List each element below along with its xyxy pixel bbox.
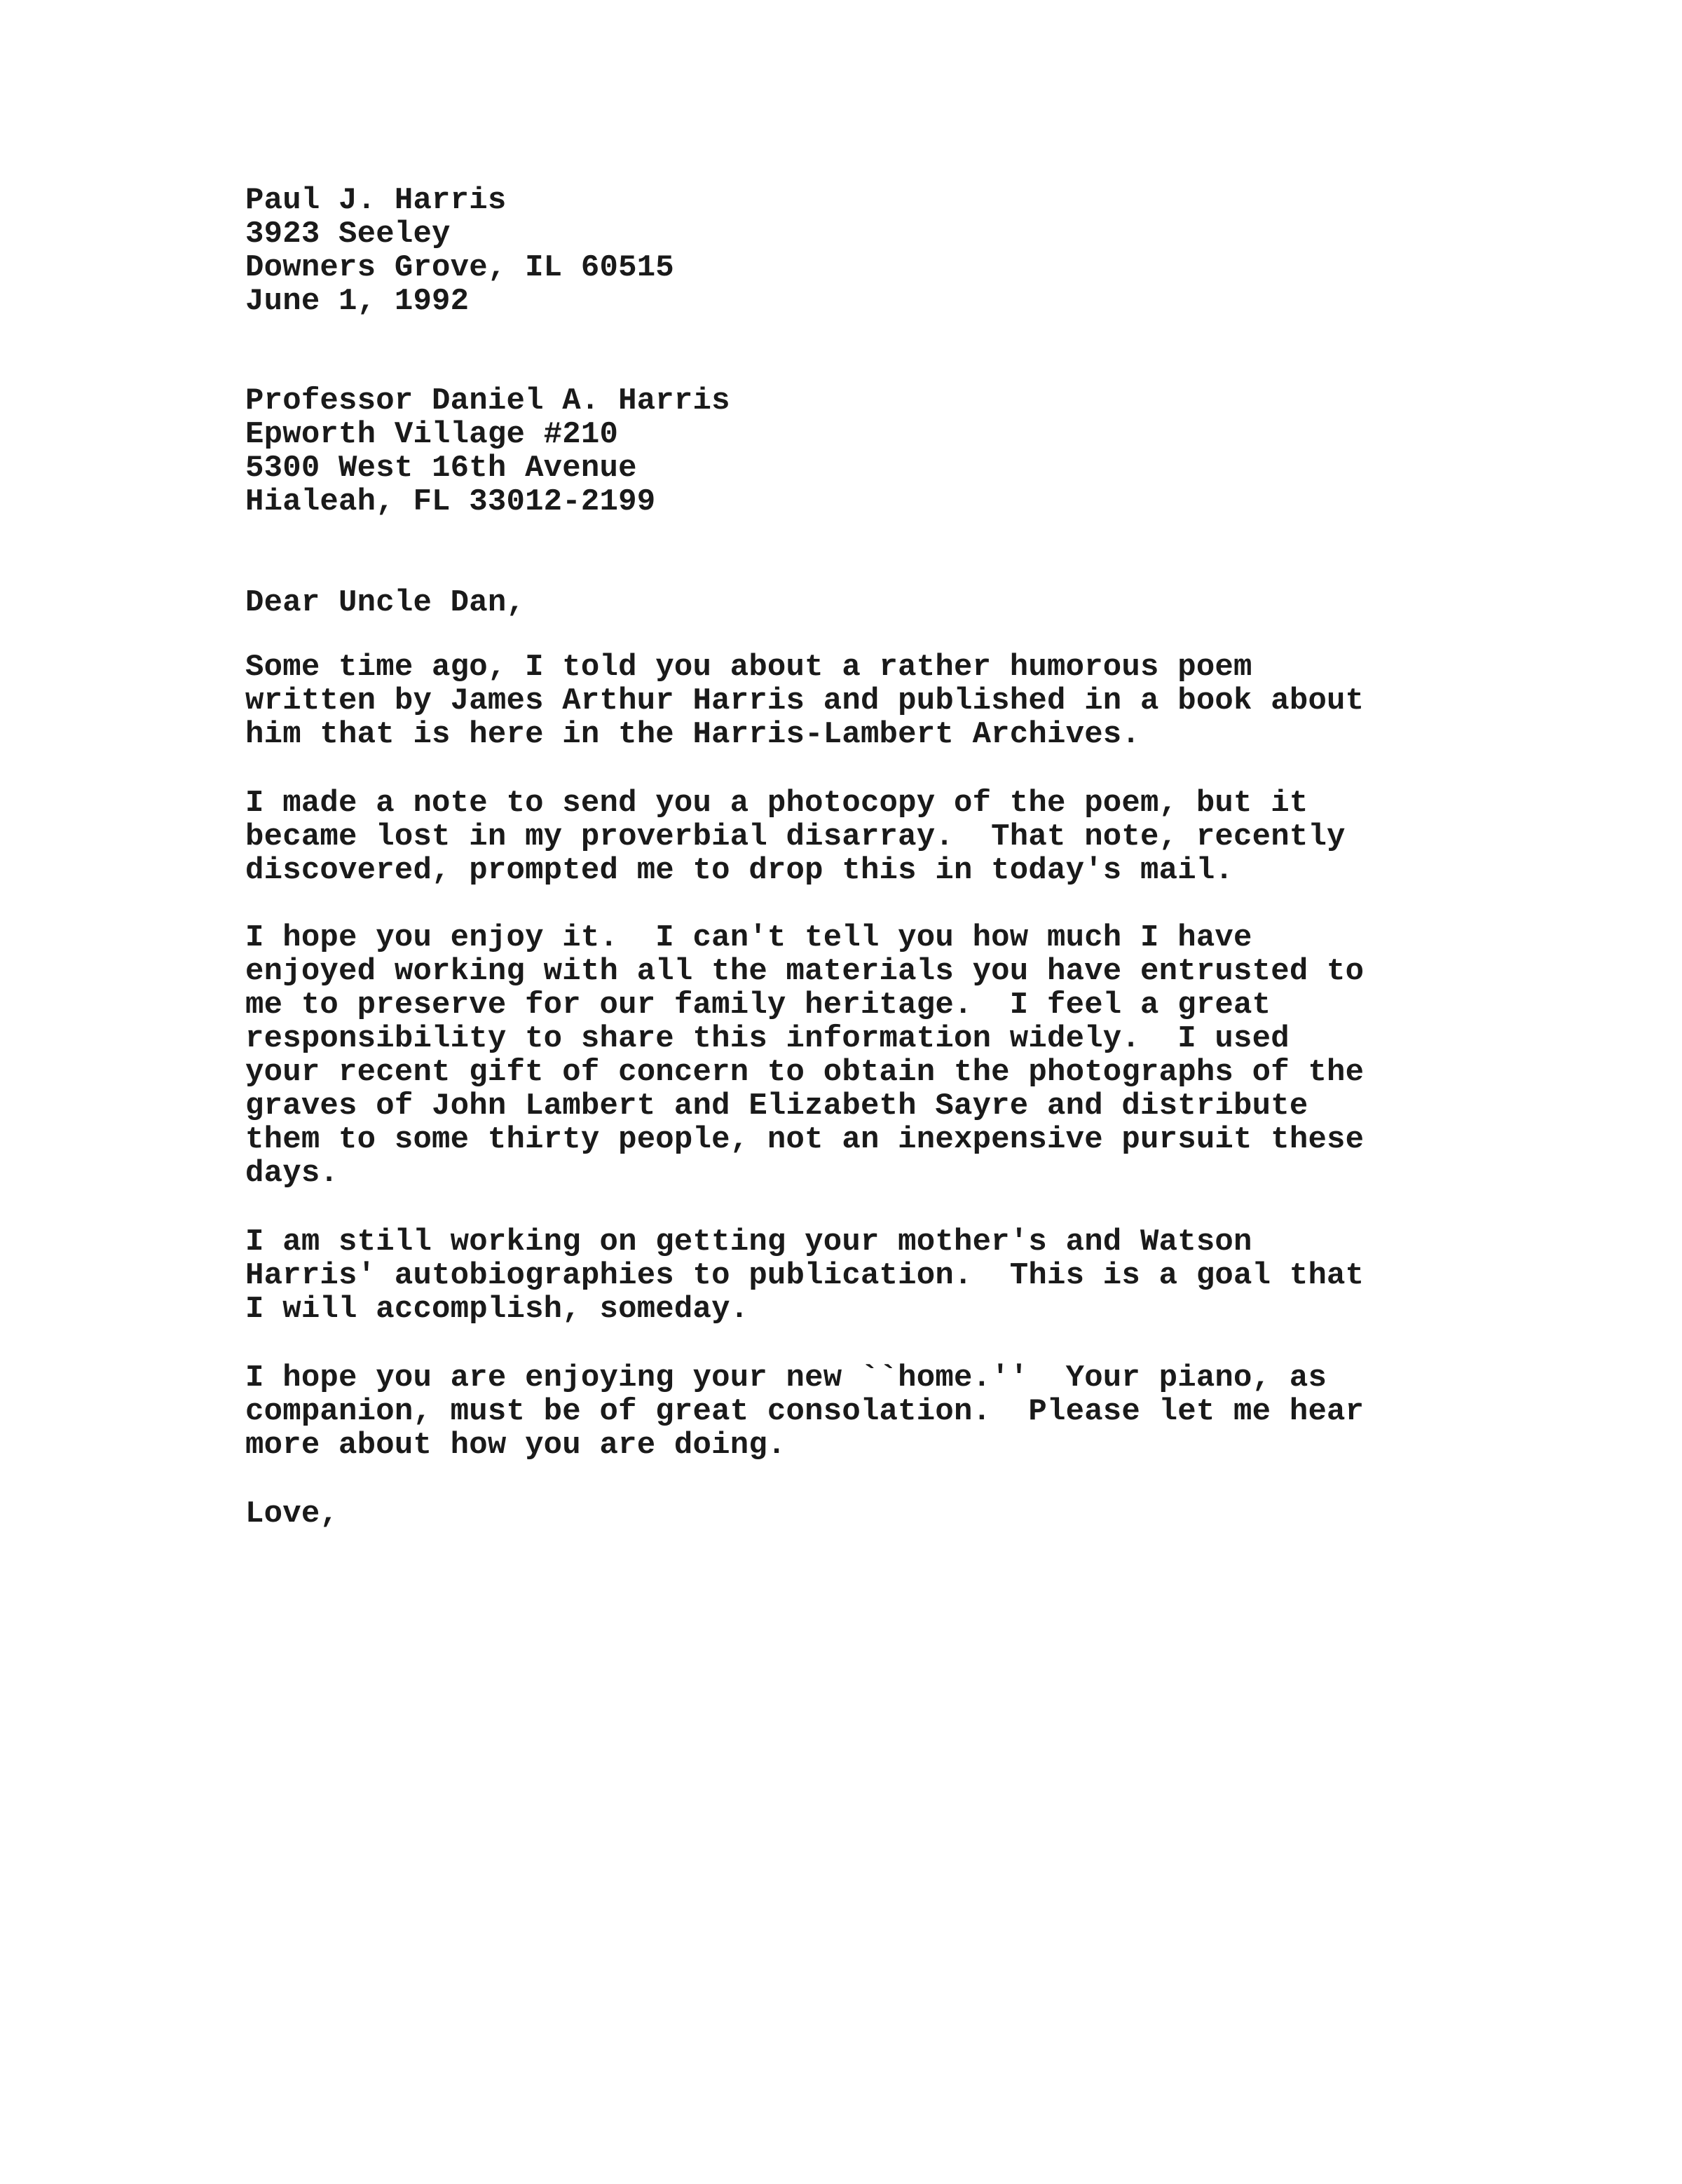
paragraph-line: I will accomplish, someday.	[245, 1292, 749, 1327]
paragraph-line: your recent gift of concern to obtain the photographs of the	[245, 1055, 1365, 1090]
paragraph-5	[245, 1361, 1364, 1462]
recipient-street: 5300 West 16th Avenue	[245, 451, 637, 486]
paragraph-line: Harris' autobiographies to publication. This is a goal that	[245, 1258, 1365, 1293]
paragraph-3	[245, 921, 1364, 1190]
sender-street: 3923 Seeley	[245, 217, 451, 252]
paragraph-line: him that is here in the Harris-Lambert Archives.	[245, 717, 1141, 752]
paragraph-line: days.	[245, 1156, 339, 1191]
closing-text: Love,	[245, 1496, 339, 1531]
paragraph-line: more about how you are doing.	[245, 1428, 786, 1463]
sender-city: Downers Grove, IL 60515	[245, 250, 674, 285]
paragraph-line: discovered, prompted me to drop this in today's mail.	[245, 853, 1234, 888]
paragraph-1	[245, 650, 1364, 751]
paragraph-line: I hope you enjoy it. I can't tell you how much I have	[245, 920, 1252, 955]
recipient-city: Hialeah, FL 33012-2199	[245, 484, 656, 519]
salutation	[245, 586, 525, 620]
paragraph-line: written by James Arthur Harris and published in a book about	[245, 683, 1365, 718]
sender-address	[245, 184, 674, 318]
paragraph-line: companion, must be of great consolation. Please let me hear	[245, 1394, 1365, 1429]
paragraph-line: Some time ago, I told you about a rather humorous poem	[245, 650, 1252, 685]
paragraph-line: enjoyed working with all the materials you have entrusted to	[245, 954, 1365, 989]
paragraph-line: I made a note to send you a photocopy of the poem, but it	[245, 786, 1308, 821]
salutation-text: Dear Uncle Dan,	[245, 585, 526, 620]
paragraph-line: responsibility to share this information widely. I used	[245, 1021, 1290, 1056]
paragraph-line: graves of John Lambert and Elizabeth Sayre and distribute	[245, 1088, 1308, 1124]
recipient-building: Epworth Village #210	[245, 417, 619, 452]
paragraph-line: I hope you are enjoying your new ``home.'' Your piano, as	[245, 1360, 1327, 1395]
paragraph-4	[245, 1225, 1364, 1326]
paragraph-line: me to preserve for our family heritage. I feel a great	[245, 988, 1271, 1023]
paragraph-2	[245, 786, 1346, 887]
recipient-address	[245, 384, 730, 519]
paragraph-line: became lost in my proverbial disarray. That note, recently	[245, 819, 1346, 854]
sender-name: Paul J. Harris	[245, 183, 507, 218]
closing	[245, 1497, 339, 1531]
recipient-name: Professor Daniel A. Harris	[245, 383, 730, 418]
paragraph-line: them to some thirty people, not an inexpensive pursuit these	[245, 1122, 1365, 1157]
letter-date: June 1, 1992	[245, 284, 470, 319]
paragraph-line: I am still working on getting your mother's and Watson	[245, 1224, 1252, 1260]
